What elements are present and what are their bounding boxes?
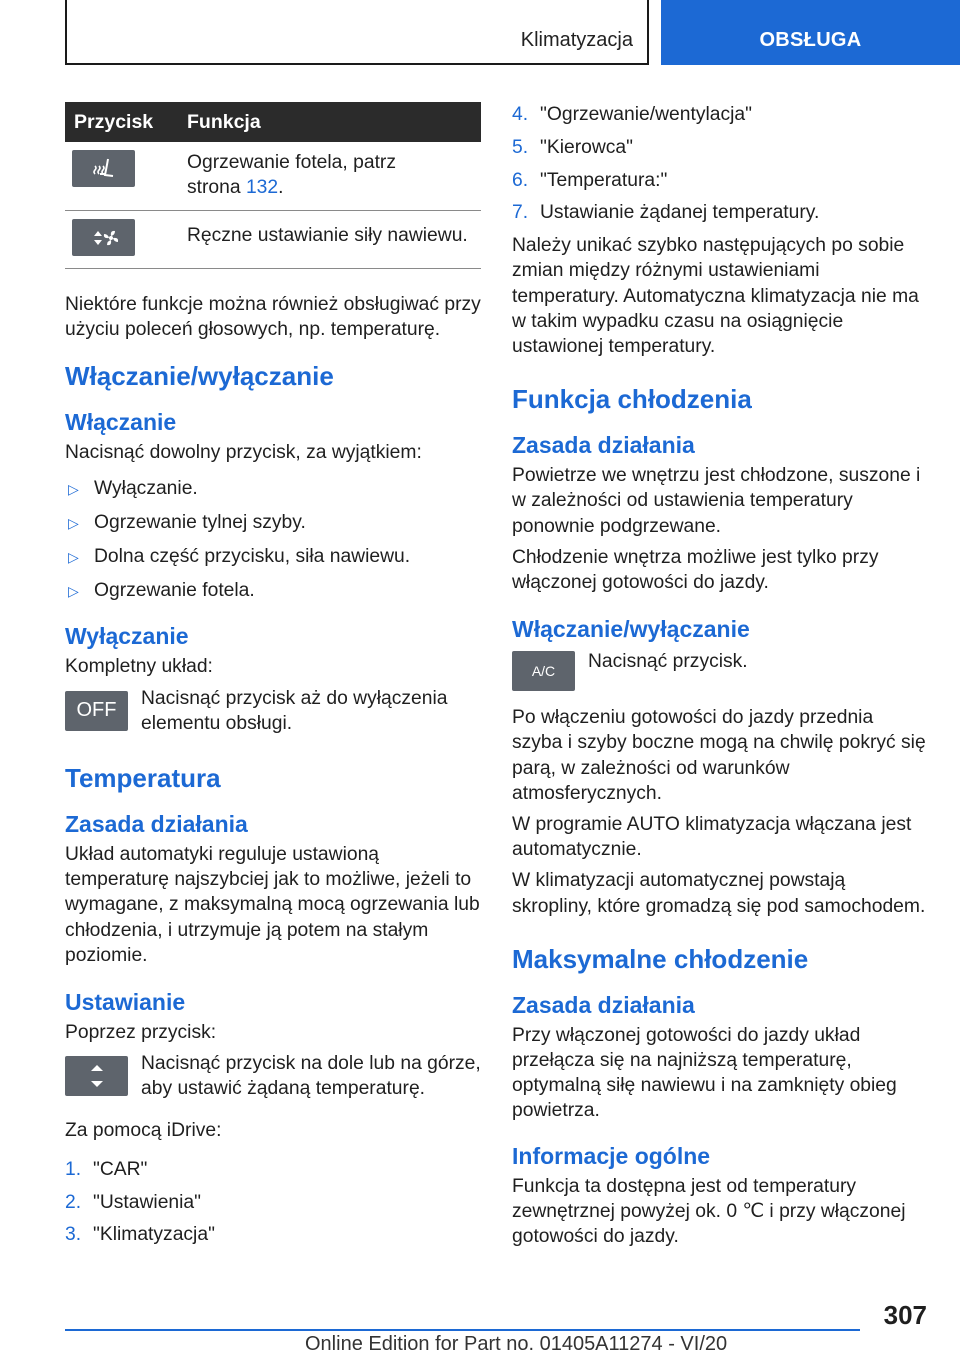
heading-on: Włączanie [65,409,177,436]
table-cell-fan: Ręczne ustawianie siły nawiewu. [187,211,481,269]
list-item: 1. "CAR" [65,1158,148,1180]
ac-text-3: W klimatyzacji automatycznej powstają skropliny, które gromadzą się pod samochodem. [512,870,926,917]
heading-onoff: Włączanie/wyłączanie [512,616,750,643]
idrive-text: Za pomocą iDrive: [65,1119,222,1141]
triangle-bullet-icon: ▷ [68,583,79,600]
principle-text: Układ automatyki reguluje ustawioną temperaturę najszybciej jak to możliwe, jeżeli to wymagane, z maksymalną mocą ogrzewania lub chłodzenia, i utrzymuje ją potem na stałym poziomie. [65,844,480,966]
header-chapter-title: OBSŁUGA [759,29,862,51]
table-row [65,211,481,269]
heading-max-cooling: Maksymalne chłodzenie [512,943,809,974]
heading-temperature: Temperatura [65,763,221,794]
on-exceptions-list [65,476,481,605]
list-item: ▷ Dolna część przycisku, siła nawiewu. [65,544,481,570]
page-link[interactable]: 132 [245,177,279,198]
off-button-text: Nacisnąć przycisk aż do wyłączenia elementu obsługi. [141,687,448,734]
idrive-steps-continued [512,102,927,226]
cooling-text-2: Chłodzenie wnętrza możliwe jest tylko przy włączonej gotowości do jazdy. [512,546,879,594]
list-item: ▷ Ogrzewanie tylnej szyby. [65,510,481,536]
list-item: 7. Ustawianie żądanej temperatury. [512,202,820,224]
list-item: 6. "Temperatura:" [512,169,668,191]
header-section-title: Klimatyzacja [520,29,633,51]
ac-text-1: Po włączeniu gotowości do jazdy przednia szyba i szyby boczne mogą na chwilę pokryć się parą, w zależności od warunków atmosferycznych. [512,707,926,804]
table-header-button: Przycisk [65,102,187,142]
intro-text: Niektóre funkcje można również obsługiwać przy użyciu poleceń głosowych, np. temperaturę. [65,294,481,341]
setting-text: Poprzez przycisk: [65,1022,217,1044]
header-chapter-tab [661,0,960,65]
triangle-bullet-icon: ▷ [68,480,79,497]
up-down-arrows-icon [65,1056,128,1096]
list-item: 2. "Ustawienia" [65,1191,201,1213]
heading-principle: Zasada działania [512,432,695,459]
table-header-function: Funkcja [187,102,481,142]
idrive-steps-list [65,1157,481,1248]
off-button-icon: OFF [65,691,128,731]
list-item: 4. "Ogrzewanie/wentylacja" [512,104,752,125]
button-function-table [65,102,481,269]
list-item: ▷ Wyłączanie. [65,476,481,502]
temp-button-row [65,1051,481,1101]
table-row [65,142,481,211]
ac-button-icon: A/C [512,651,575,691]
off-text: Kompletny układ: [65,656,213,678]
triangle-bullet-icon: ▷ [68,549,79,566]
table-cell-seat-heating: Ogrzewanie fotela, patrz strona 132. [187,142,481,211]
heading-onoff: Włączanie/wyłączanie [65,361,334,392]
seat-heating-icon [72,150,135,187]
fan-arrows-icon [72,219,135,256]
list-item: ▷ Ogrzewanie fotela. [65,578,481,604]
heading-principle: Zasada działania [65,811,248,838]
heading-cooling: Funkcja chłodzenia [512,384,752,415]
ac-button-text: Nacisnąć przycisk. [588,651,748,673]
temp-button-text: Nacisnąć przycisk na dole lub na górze, aby ustawić żądaną temperaturę. [141,1053,481,1100]
cooling-text-1: Powietrze we wnętrzu jest chłodzone, suszone i w zależności od ustawienia temperatury ponownie podgrzewane. [512,465,921,537]
list-item: 5. "Kierowca" [512,136,633,158]
heading-general-info: Informacje ogólne [512,1142,711,1169]
header-section-box [65,0,649,65]
footer-divider [65,1329,860,1331]
left-column [65,102,481,1255]
list-item: 3. "Klimatyzacja" [65,1224,215,1246]
on-text: Nacisnąć dowolny przycisk, za wyjątkiem: [65,442,422,464]
heading-principle: Zasada działania [512,991,695,1018]
heading-off: Wyłączanie [65,623,189,650]
off-button-row [65,686,481,736]
footer-edition: Online Edition for Part no. 01405A11274 - VI/20 [305,1333,728,1355]
max-cooling-text: Przy włączonej gotowości do jazdy układ przełącza się na najniższą temperaturę, optymalną siłę nawiewu i na zamknięty obieg powietrza. [512,1024,897,1122]
right-column [512,102,927,1255]
avoid-text: Należy unikać szybko następujących po sobie zmian między różnymi ustawieniami temperatury. Automatyczna klimatyzacja nie ma w takim wypadku czasu na osiągnięcie ustawionej temperatury. [512,235,919,357]
general-info-text: Funkcja ta dostępna jest od temperatury zewnętrznej powyżej ok. 0 ℃ i przy włączonej gotowości do jazdy. [512,1175,906,1248]
page-number: 307 [883,1300,927,1330]
heading-setting: Ustawianie [65,989,186,1016]
triangle-bullet-icon: ▷ [68,514,79,531]
ac-text-2: W programie AUTO klimatyzacja włączana jest automatycznie. [512,814,912,861]
ac-button-row [512,649,927,691]
